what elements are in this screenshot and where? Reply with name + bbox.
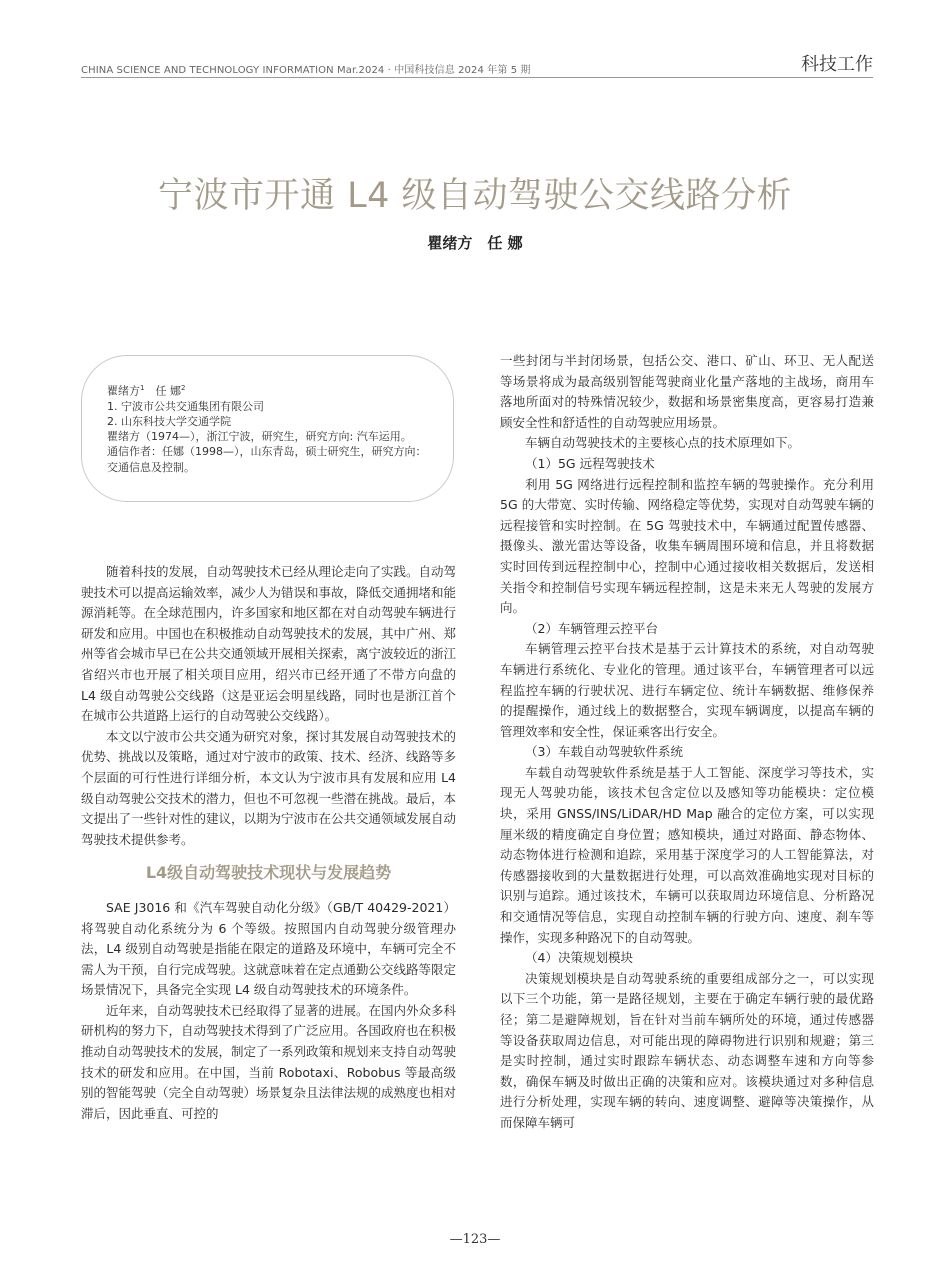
paragraph: 车载自动驾驶软件系统是基于人工智能、深度学习等技术，实现无人驾驶功能，该技术包含定位以及感知等功能模块：定位模块，采用 GNSS/INS/LiDAR/HD Map 融合的定位方案，可以实现厘米级的精度确定自身位置；感知模块，通过对路面、静态物体、动态物体进行检测和追踪，采用基于深度学习的人工智能算法，对传感器接收到的大量数据进行处理，可以高效准确地实现对目标的识别与追踪。通过该技术，车辆可以获取周边环境信息、分析路况和交通情况等信息，实现自动控制车辆的行驶方向、速度、刹车等操作，实现多种路况下的自动驾驶。 — [500, 764, 874, 945]
article-authors: 瞿绪方 任 娜 — [427, 234, 523, 252]
affiliation-1: 1. 宁波市公共交通集团有限公司 — [107, 399, 264, 413]
paragraph: 近年来，自动驾驶技术已经取得了显著的进展。在国内外众多科研机构的努力下，自动驾驶技术得到了广泛应用。各国政府也在积极推动自动驾驶技术的发展，制定了一系列政策和规划来支持自动驾驶技术的研发和应用。在中国，当前 Robotaxi、Robobus 等最高级别的智能驾驶（完全自动驾驶）场景复杂且法律法规的成熟度也相对滞后，因此垂直、可控的 — [81, 1002, 457, 1121]
right-column — [500, 351, 874, 1134]
author-bio-2: 通信作者：任娜（1998—），山东青岛，硕士研究生，研究方向：交通信息及控制。 — [107, 445, 427, 474]
left-column — [81, 562, 456, 1124]
header-section-name: 科技工作 — [801, 54, 873, 75]
paragraph: 本文以宁波市公共交通为研究对象，探讨其发展自动驾驶技术的优势、挑战以及策略，通过对宁波市的政策、技术、经济、线路等多个层面的可行性进行详细分析，本文认为宁波市具有发展和应用 L4 级自动驾驶公交技术的潜力，但也不可忽视一些潜在挑战。最后，本文提出了一些针对性的建议，以期为宁波市在公共交通领域发展自动驾驶技术提供参考。 — [81, 728, 457, 847]
paragraph: 随着科技的发展，自动驾驶技术已经从理论走向了实践。自动驾驶技术可以提高运输效率，减少人为错误和事故，降低交通拥堵和能源消耗等。在全球范围内，许多国家和地区都在对自动驾驶车辆进行研发和应用。中国也在积极推动自动驾驶技术的发展，其中广州、郑州等省会城市早已在公共交通领域开展相关探索，离宁波较近的浙江省绍兴市也开展了相关项目应用，绍兴市已经开通了不带方向盘的 L4 级自动驾驶公交线路（这是亚运会明星线路，同时也是浙江首个在城市公共道路上运行的自动驾驶公交线路）。 — [81, 564, 457, 724]
author-info-text — [107, 381, 437, 475]
author-bio-1: 瞿绪方（1974—），浙江宁波，研究生，研究方向: 汽车运用。 — [107, 430, 412, 444]
subheading: （1）5G 远程驾驶技术 — [525, 455, 655, 471]
affiliation-2: 2. 山东科技大学交通学院 — [107, 415, 231, 429]
paragraph: 一些封闭与半封闭场景，包括公交、港口、矿山、环卫、无人配送等场景将成为最高级别智能驾驶商业化量产落地的主战场，商用车落地所面对的特殊情况较少，数据和场景密集度高，更容易打造兼顾安全性和舒适性的自动驾驶应用场景。 — [500, 353, 874, 430]
paragraph: 车辆自动驾驶技术的主要核心点的技术原理如下。 — [525, 435, 801, 451]
subheading: （2）车辆管理云控平台 — [525, 620, 658, 636]
article-title: 宁波市开通 L4 级自动驾驶公交线路分析 — [157, 176, 793, 216]
paragraph: 利用 5G 网络进行远程控制和监控车辆的驾驶操作。充分利用 5G 的大带宽、实时传输、网络稳定等优势，实现对自动驾驶车辆的远程接管和实时控制。在 5G 驾驶技术中，车辆通过配置传感器、摄像头、激光雷达等设备，收集车辆周围环境和信息，并且将数据实时回传到远程控制中心，控制中心通过接收相关数据后，发送相关指令和控制信号实现车辆远程控制，这是未来无人驾驶的发展方向。 — [500, 476, 874, 616]
paragraph: 决策规划模块是自动驾驶系统的重要组成部分之一，可以实现以下三个功能，第一是路径规划，主要在于确定车辆行驶的最优路径；第二是避障规划，旨在针对当前车辆所处的环境，通过传感器等设备获取周边信息，对可能出现的障碍物进行识别和规避；第三是实时控制，通过实时跟踪车辆状态、动态调整车速和方向等参数，确保车辆及时做出正确的决策和应对。该模块通过对多种信息进行分析处理，实现车辆的转向、速度调整、避障等决策操作，从而保障车辆可 — [500, 970, 874, 1130]
subheading: （4）决策规划模块 — [525, 950, 633, 966]
subheading: （3）车载自动驾驶软件系统 — [525, 744, 683, 760]
header-divider — [81, 77, 873, 78]
paragraph: 车辆管理云控平台技术是基于云计算技术的系统，对自动驾驶车辆进行系统化、专业化的管理。通过该平台，车辆管理者可以远程监控车辆的行驶状况、进行车辆定位、统计车辆数据、维修保养的提醒操作，通过线上的数据整合，实现车辆调度，以提高车辆的管理效率和安全性，保证乘客出行安全。 — [500, 641, 874, 739]
paragraph: SAE J3016 和《汽车驾驶自动化分级》（GB/T 40429-2021）将驾驶自动化系统分为 6 个等级。按照国内自动驾驶分级管理办法，L4 级别自动驾驶是指能在限定的道路及环境中，车辆可完全不需人为干预，自行完成驾驶。这就意味着在定点通勤公交线路等限定场景情况下，具备完全实现 L4 级自动驾驶技术的环境条件。 — [81, 899, 457, 998]
author-names: 瞿绪方$^1$ 任 娜$^2$ — [107, 384, 186, 398]
page-number: —123— — [449, 1232, 501, 1247]
header-journal-info: CHINA SCIENCE AND TECHNOLOGY INFORMATION Mar.2024 · 中国科技信息 2024 年第 5 期 — [81, 65, 531, 76]
section-heading: L4级自动驾驶技术现状与发展趋势 — [145, 863, 392, 883]
